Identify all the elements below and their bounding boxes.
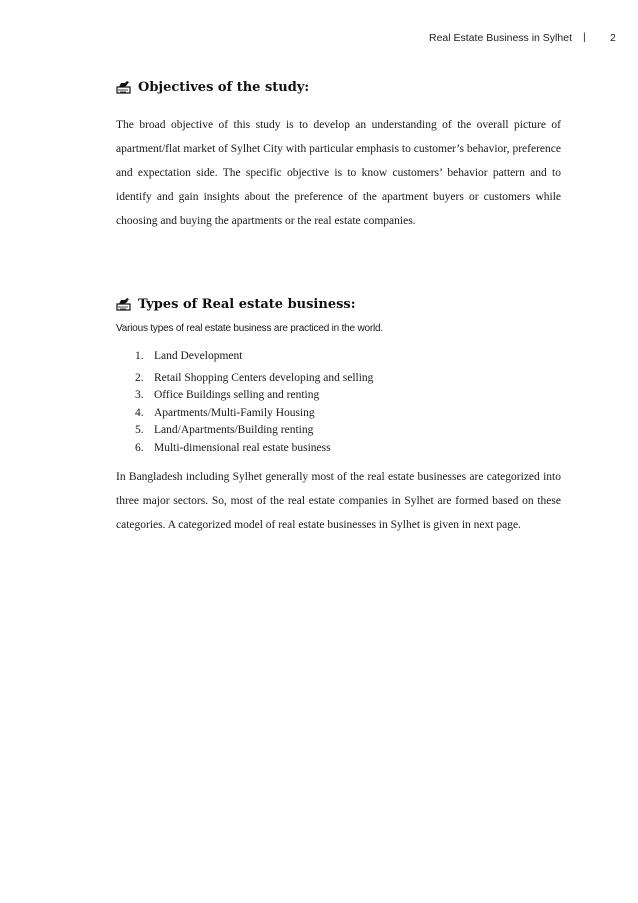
list-item-text: Land/Apartments/Building renting bbox=[154, 424, 314, 436]
hand-writing-icon bbox=[116, 297, 132, 311]
objectives-paragraph: The broad objective of this study is to develop an understanding of the overall picture of apartment/flat market of Sylhet City with particular emphasis to customer’s behavior, preference and expectation side. The specific objective is to know customers’ behavior pattern and to identify and gain insights about the preference of the apartment buyers or customers while choosing and buying the apartments or the real estate companies. bbox=[116, 119, 561, 227]
list-item bbox=[116, 370, 561, 388]
objectives-heading-text: Objectives of the study: bbox=[138, 79, 310, 95]
objectives-section bbox=[116, 78, 561, 233]
list-item-number: 2. bbox=[135, 371, 144, 384]
page-number: 2 bbox=[610, 32, 616, 44]
types-heading bbox=[116, 295, 561, 313]
page-header bbox=[0, 32, 638, 48]
list-item-number: 5. bbox=[135, 424, 144, 436]
header-title: Real Estate Business in Sylhet bbox=[429, 32, 572, 44]
types-heading-text: Types of Real estate business: bbox=[138, 296, 356, 312]
list-item bbox=[116, 422, 561, 440]
list-item-number: 4. bbox=[135, 406, 144, 419]
list-item-text: Multi-dimensional real estate business bbox=[154, 441, 331, 454]
list-item bbox=[116, 440, 561, 458]
list-item bbox=[116, 387, 561, 405]
objectives-heading bbox=[116, 78, 561, 96]
list-item-text: Office Buildings selling and renting bbox=[154, 389, 320, 401]
list-item-text: Retail Shopping Centers developing and selling bbox=[154, 371, 374, 384]
list-item bbox=[116, 405, 561, 423]
hand-writing-icon bbox=[116, 80, 132, 94]
list-item-number: 1. bbox=[135, 350, 144, 362]
types-section bbox=[116, 295, 561, 537]
list-item-number: 3. bbox=[135, 389, 144, 401]
header-separator: | bbox=[583, 31, 586, 43]
types-intro: Various types of real estate business are practiced in the world. bbox=[116, 323, 383, 334]
list-item bbox=[116, 348, 561, 366]
types-paragraph: In Bangladesh including Sylhet generally most of the real estate businesses are categorized into three major sectors. So, most of the real estate companies in Sylhet are formed based on these categories. A categorized model of real estate businesses in Sylhet is given in next page. bbox=[116, 471, 561, 531]
list-item-text: Apartments/Multi-Family Housing bbox=[154, 406, 315, 419]
list-item-text: Land Development bbox=[154, 350, 243, 362]
types-list bbox=[116, 348, 561, 457]
list-item-number: 6. bbox=[135, 441, 144, 454]
